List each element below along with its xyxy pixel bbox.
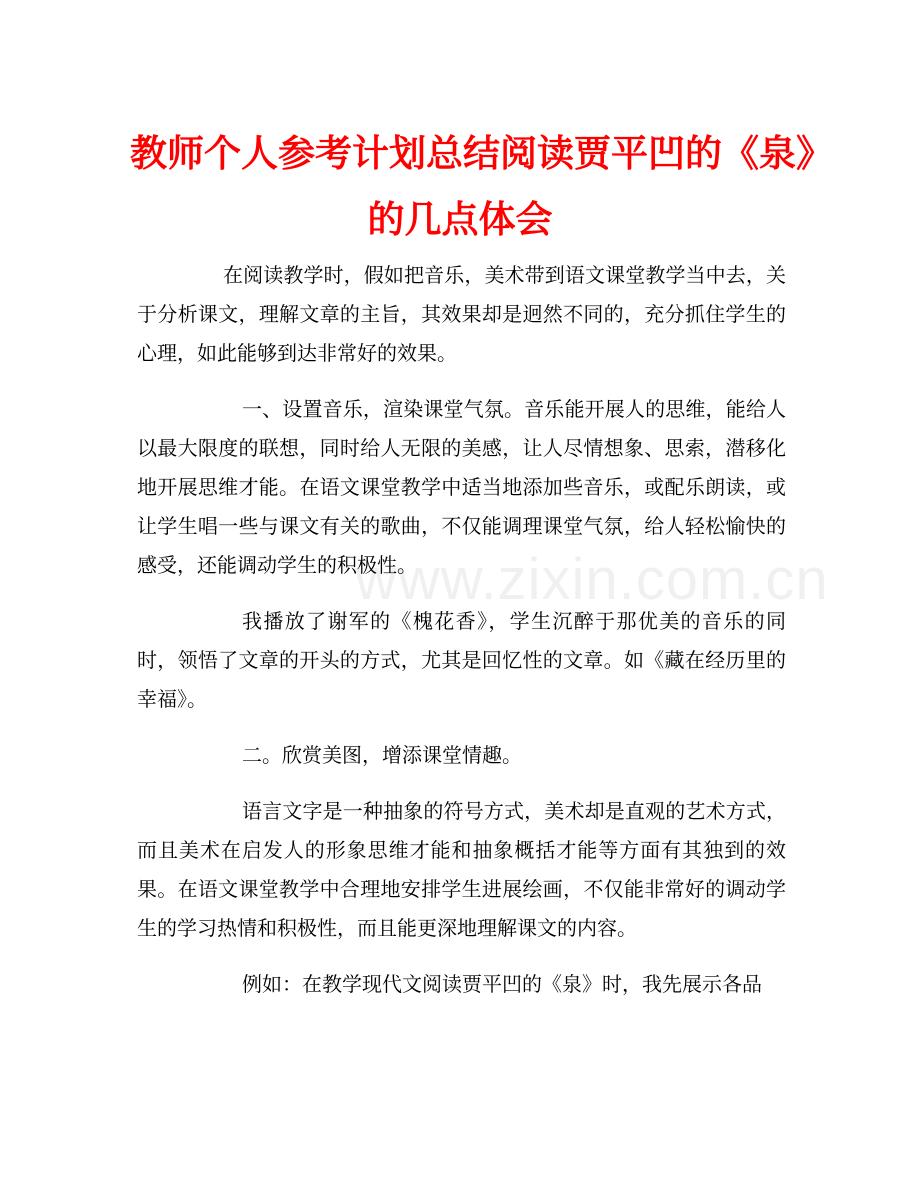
paragraph-example: 例如：在教学现代文阅读贾平凹的《泉》时，我先展示各品 (242, 972, 762, 996)
paragraph-art: 语言文字是一种抽象的符号方式，美术却是直观的艺术方式，而且美术在启发人的形象思维才能和抽象概括才能等方面有其独到的效果。在语文课堂教学中合理地安排学生进展绘画，不仅能非常好的调动学生的学习热情和积极性，而且能更深地理解课文的内容。 (137, 799, 786, 940)
paragraph-section-1: 一、设置音乐，渲染课堂气氛。音乐能开展人的思维，能给人以最大限度的联想，同时给人无限的美感，让人尽情想象、思索，潜移化地开展思维才能。在语文课堂教学中适当地添加些音乐，或配乐朗读，或让学生唱一些与课文有关的歌曲，不仅能调理课堂气氛，给人轻松愉快的感受，还能调动学生的积极性。 (137, 397, 786, 577)
watermark: www.zixin.com.cn (355, 547, 829, 612)
document-body (137, 256, 786, 1021)
document-title-line-1: 教师个人参考计划总结阅读贾平凹的《泉》 (130, 132, 833, 175)
document-title-line-2: 的几点体会 (367, 198, 553, 241)
paragraph-music-example: 我播放了谢军的《槐花香》，学生沉醉于那优美的音乐的同时，领悟了文章的开头的方式，尤其是回忆性的文章。如《藏在经历里的幸福》。 (137, 609, 786, 711)
paragraph-intro: 在阅读教学时，假如把音乐，美术带到语文课堂教学当中去，关于分析课文，理解文章的主旨，其效果却是迥然不同的，充分抓住学生的心理，如此能够到达非常好的效果。 (137, 263, 786, 365)
paragraph-section-2-heading: 二。欣赏美图，增添课堂情趣。 (242, 743, 522, 767)
